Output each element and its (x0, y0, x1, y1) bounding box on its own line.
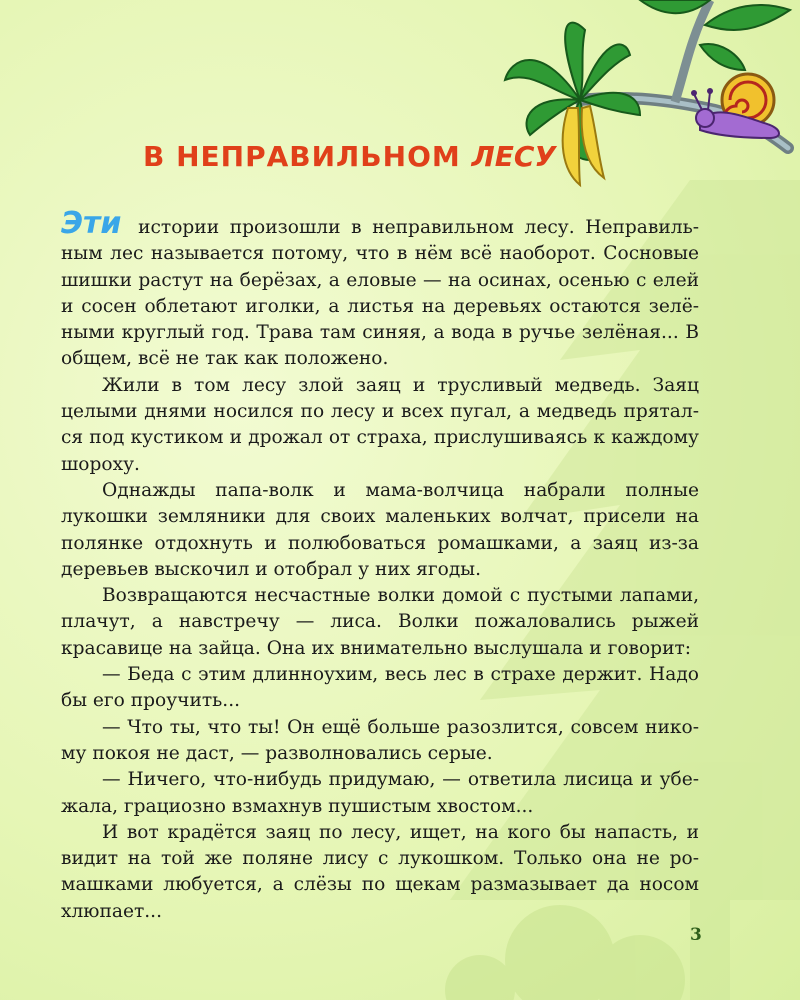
paragraph-intro-text: истории произошли в неправильном лесу. Неправильным лес называется потому, что в нём всё наоборот. Сосновые шишки растут на берёзах, а еловые — на осинах, осенью с елей и сосен облетают иголки, а листья на деревьях остаются зелёными круглый год. Трава там синяя, а вода в ручье зелёная... В общем, всё не так как положено. (61, 217, 699, 370)
drop-cap: Эти (61, 206, 122, 241)
title-main: В НЕПРАВИЛЬНОМ (143, 140, 472, 173)
story-text (61, 206, 699, 925)
paragraph: — Ничего, что-нибудь придумаю, — ответила лисица и убежала, грациозно взмахнув пушистым хвостом... (61, 769, 699, 817)
paragraph: — Беда с этим длинноухим, весь лес в страхе держит. Надо бы его проучить... (61, 664, 699, 712)
paragraph: И вот крадётся заяц по лесу, ищет, на кого бы напасть, и видит на той же поляне лису с лукошком. Только она не ромашками любуется, а слёзы по щекам размазывает да носом хлюпает... (61, 821, 699, 922)
title-accent: ЛЕСУ (471, 140, 557, 173)
paragraph: Однажды папа-волк и мама-волчица набрали полные лукошки земляники для своих маленьких волчат, присели на полянке отдохнуть и полюбоваться ромашками, а заяц из-за деревьев выскочил и отобрал у них ягоды. (61, 479, 699, 580)
page-number: 3 (690, 925, 702, 945)
page-title (143, 140, 556, 173)
paragraph: — Что ты, что ты! Он ещё больше разозлится, совсем никому покоя не даст, — разволновались серые. (61, 716, 699, 764)
paragraph: Жили в том лесу злой заяц и трусливый медведь. Заяц целыми днями носился по лесу и всех пугал, а медведь прятался под кустиком и дрожал от страха, прислушиваясь к каждому шороху. (61, 374, 699, 475)
paragraph-intro (61, 206, 699, 373)
paragraph: Возвращаются несчастные волки домой с пустыми лапами, плачут, а навстречу — лиса. Волки пожаловались рыжей красавице на зайца. Она их внимательно выслушала и говорит: (61, 585, 699, 659)
